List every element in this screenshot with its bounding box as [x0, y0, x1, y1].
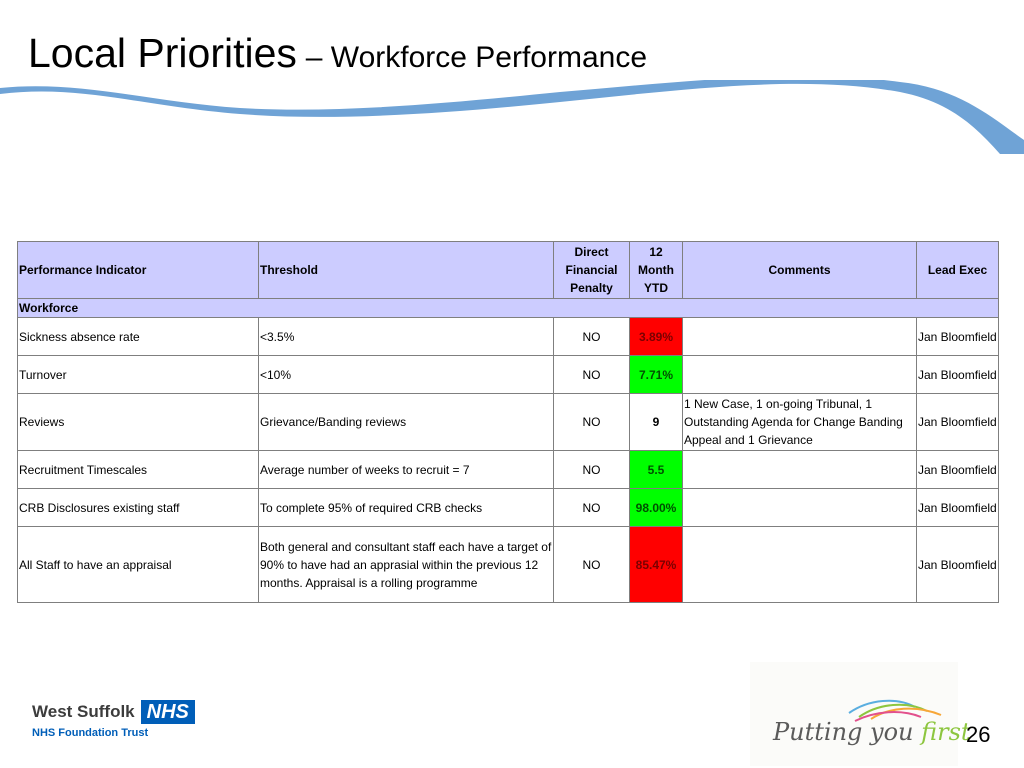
- cell-threshold: Average number of weeks to recruit = 7: [259, 451, 554, 489]
- logo-org-subtitle: NHS Foundation Trust: [32, 727, 149, 739]
- cell-comments: [683, 318, 917, 356]
- cell-ytd-status-red: 85.47%: [630, 527, 683, 603]
- cell-indicator: Turnover: [18, 356, 259, 394]
- slide-title: [28, 30, 647, 77]
- nhs-badge: NHS: [141, 700, 195, 724]
- cell-penalty: NO: [554, 451, 630, 489]
- header-direct-financial-penalty: Direct Financial Penalty: [554, 242, 630, 299]
- cell-threshold: Grievance/Banding reviews: [259, 394, 554, 451]
- section-row-workforce: [18, 299, 999, 318]
- header-performance-indicator: Performance Indicator: [18, 242, 259, 299]
- performance-table: [17, 241, 999, 603]
- west-suffolk-logo: [32, 700, 195, 739]
- cell-lead-exec: Jan Bloomfield: [917, 527, 999, 603]
- cell-comments: [683, 356, 917, 394]
- cell-lead-exec: Jan Bloomfield: [917, 318, 999, 356]
- page-number: 26: [966, 722, 991, 747]
- slide-title-sub: – Workforce Performance: [305, 41, 648, 74]
- cell-ytd-status-green: 5.5: [630, 451, 683, 489]
- header-lead-exec: Lead Exec: [917, 242, 999, 299]
- cell-threshold: <10%: [259, 356, 554, 394]
- table-row: [18, 394, 999, 451]
- header-comments: Comments: [683, 242, 917, 299]
- cell-comments: [683, 489, 917, 527]
- cell-ytd-status-red: 3.89%: [630, 318, 683, 356]
- cell-threshold: <3.5%: [259, 318, 554, 356]
- table-row: [18, 451, 999, 489]
- logo-org-name: West Suffolk: [32, 702, 135, 721]
- table-row: [18, 527, 999, 603]
- cell-indicator: All Staff to have an appraisal: [18, 527, 259, 603]
- cell-penalty: NO: [554, 318, 630, 356]
- cell-indicator: CRB Disclosures existing staff: [18, 489, 259, 527]
- cell-penalty: NO: [554, 489, 630, 527]
- cell-ytd-status-green: 7.71%: [630, 356, 683, 394]
- slogan-text: [773, 718, 971, 746]
- section-label: Workforce: [18, 299, 999, 318]
- cell-threshold: Both general and consultant staff each have a target of 90% to have had an apprasial within the previous 12 months. Appraisal is a rolling programme: [259, 527, 554, 603]
- cell-ytd: 9: [630, 394, 683, 451]
- cell-lead-exec: Jan Bloomfield: [917, 394, 999, 451]
- table-row: [18, 356, 999, 394]
- cell-indicator: Sickness absence rate: [18, 318, 259, 356]
- cell-indicator: Reviews: [18, 394, 259, 451]
- header-swoosh: [0, 80, 1024, 160]
- cell-indicator: Recruitment Timescales: [18, 451, 259, 489]
- table-row: [18, 489, 999, 527]
- slogan-start: Putting you: [773, 718, 922, 746]
- cell-ytd-status-green: 98.00%: [630, 489, 683, 527]
- cell-lead-exec: Jan Bloomfield: [917, 489, 999, 527]
- cell-lead-exec: Jan Bloomfield: [917, 356, 999, 394]
- cell-penalty: NO: [554, 394, 630, 451]
- cell-comments: [683, 527, 917, 603]
- slogan-accent: first: [921, 718, 971, 746]
- cell-comments: 1 New Case, 1 on-going Tribunal, 1 Outstanding Agenda for Change Banding Appeal and 1 Grievance: [683, 394, 917, 451]
- cell-penalty: NO: [554, 527, 630, 603]
- table-row: [18, 318, 999, 356]
- cell-comments: [683, 451, 917, 489]
- table-header-row: [18, 242, 999, 299]
- cell-threshold: To complete 95% of required CRB checks: [259, 489, 554, 527]
- header-threshold: Threshold: [259, 242, 554, 299]
- slide-title-main: Local Priorities: [28, 30, 297, 76]
- cell-lead-exec: Jan Bloomfield: [917, 451, 999, 489]
- header-12-month-ytd: 12 Month YTD: [630, 242, 683, 299]
- cell-penalty: NO: [554, 356, 630, 394]
